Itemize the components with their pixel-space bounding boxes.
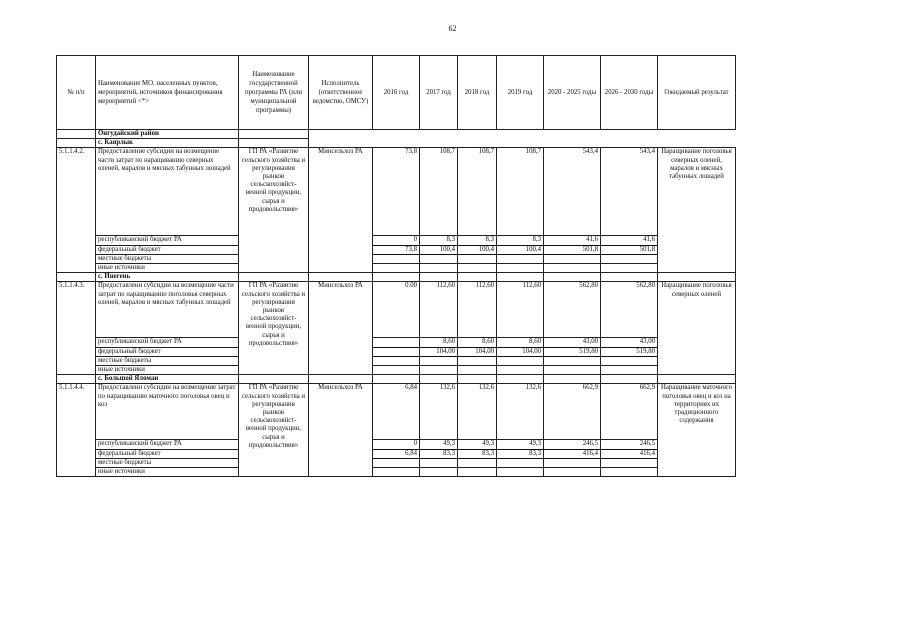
value-cell: 112,60 — [458, 282, 497, 338]
value-cell: 112,60 — [420, 282, 458, 338]
value-cell: 8,3 — [458, 236, 497, 245]
header-executor: Исполнитель (ответственное ведомство, ОМСУ) — [309, 56, 373, 130]
fund-row — [57, 458, 736, 467]
value-cell: 73,8 — [373, 245, 420, 254]
value-cell: 73,8 — [373, 148, 420, 236]
header-num: № п/п — [57, 56, 96, 130]
measure-name: Предоставлени субсидии на возмещение затрат по наращиванию маточного поголовья овец и коз — [96, 384, 239, 440]
village-row — [57, 139, 736, 148]
value-cell: 519,80 — [544, 347, 601, 356]
value-cell — [373, 347, 420, 356]
value-cell: 6,84 — [373, 449, 420, 458]
fund-row — [57, 347, 736, 356]
fund-row — [57, 245, 736, 254]
value-cell: 43,00 — [601, 338, 658, 347]
value-cell — [373, 338, 420, 347]
measure-name: Предоставлени субсидии на возмещение части затрат по наращиванию поголовья северных оленей, маралов и мясных табунных лошадей — [96, 282, 239, 338]
value-cell: 112,60 — [497, 282, 544, 338]
value-cell: 246,5 — [601, 440, 658, 449]
value-cell: 43,00 — [544, 338, 601, 347]
fund-label: иные источники — [96, 264, 239, 273]
fund-row — [57, 264, 736, 273]
fund-row — [57, 356, 736, 365]
value-cell: 8,3 — [420, 236, 458, 245]
fund-label: республиканский бюджет РА — [96, 338, 239, 347]
value-cell: 519,80 — [601, 347, 658, 356]
header-result: Ожидаемый результат — [658, 56, 736, 130]
value-cell: 49,3 — [458, 440, 497, 449]
measure-row — [57, 148, 736, 236]
executor-name: Минсельхоз РА — [309, 384, 373, 477]
value-cell: 416,4 — [544, 449, 601, 458]
value-cell: 8,3 — [497, 236, 544, 245]
header-name: Наименование МО, населенных пунктов, мероприятий, источников финансирования мероприятий <*> — [96, 56, 239, 130]
header-2018: 2018 год — [458, 56, 497, 130]
fund-label: республиканский бюджет РА — [96, 440, 239, 449]
value-cell: 49,3 — [497, 440, 544, 449]
district-name: Онгудайский район — [96, 130, 239, 139]
value-cell: 6,84 — [373, 384, 420, 440]
header-2020-2025: 2020 - 2025 годы — [544, 56, 601, 130]
fund-label: федеральный бюджет — [96, 449, 239, 458]
header-2026-2030: 2026 - 2030 годы — [601, 56, 658, 130]
measure-code: 5.1.1.4.2. — [57, 148, 96, 273]
program-table — [56, 55, 736, 477]
fund-label: федеральный бюджет — [96, 245, 239, 254]
header-program: Наименование государственной программы РА (или муниципальной программы) — [239, 56, 309, 130]
value-cell: 501,8 — [601, 245, 658, 254]
village-name: с. Большой Яломан — [96, 375, 239, 384]
value-cell: 100,4 — [420, 245, 458, 254]
fund-row — [57, 440, 736, 449]
value-cell: 104,00 — [420, 347, 458, 356]
measure-code: 5.1.1.4.3. — [57, 282, 96, 375]
fund-row — [57, 366, 736, 375]
executor-name: Минсельхоз РА — [309, 282, 373, 375]
value-cell: 108,7 — [458, 148, 497, 236]
value-cell: 0 — [373, 236, 420, 245]
value-cell: 8,60 — [458, 338, 497, 347]
value-cell: 83,3 — [497, 449, 544, 458]
measure-code: 5.1.1.4.4. — [57, 384, 96, 477]
value-cell: 100,4 — [497, 245, 544, 254]
measure-row — [57, 384, 736, 440]
value-cell: 132,6 — [458, 384, 497, 440]
program-name: ГП РА «Развитие сельского хозяйства и регулирования рынков сельскохозяйст-венной продукции, сырья и продовольствия» — [239, 384, 309, 477]
value-cell: 104,00 — [497, 347, 544, 356]
value-cell: 562,80 — [544, 282, 601, 338]
executor-name: Минсельхоз РА — [309, 148, 373, 273]
expected-result: Наращивание поголовья северных оленей, маралов и мясных табунных лошадей — [658, 148, 736, 273]
fund-row — [57, 254, 736, 263]
value-cell: 132,6 — [497, 384, 544, 440]
value-cell: 49,3 — [420, 440, 458, 449]
value-cell: 662,9 — [544, 384, 601, 440]
village-name: с. Инегень — [96, 273, 239, 282]
village-row — [57, 273, 736, 282]
value-cell: 501,8 — [544, 245, 601, 254]
value-cell: 132,6 — [420, 384, 458, 440]
fund-row — [57, 236, 736, 245]
measure-row — [57, 282, 736, 338]
value-cell: 416,4 — [601, 449, 658, 458]
fund-row — [57, 449, 736, 458]
value-cell: 246,5 — [544, 440, 601, 449]
value-cell: 0 — [373, 440, 420, 449]
value-cell: 83,3 — [420, 449, 458, 458]
value-cell: 108,7 — [497, 148, 544, 236]
expected-result: Наращивание маточного поголовья овец и коз на территориях их традиционного содержания — [658, 384, 736, 477]
measure-name: Предоставление субсидии на возмещение части затрат по наращиванию северных оленей, маралов и мясных табунных лошадей — [96, 148, 239, 236]
table-header-row — [57, 56, 736, 130]
value-cell: 0.00 — [373, 282, 420, 338]
expected-result: Наращивание поголовья северных оленей — [658, 282, 736, 375]
value-cell: 108,7 — [420, 148, 458, 236]
value-cell: 543,4 — [601, 148, 658, 236]
fund-label: федеральный бюджет — [96, 347, 239, 356]
village-row — [57, 375, 736, 384]
value-cell: 8,60 — [420, 338, 458, 347]
district-row — [57, 130, 736, 139]
value-cell: 543,4 — [544, 148, 601, 236]
value-cell: 41,6 — [601, 236, 658, 245]
fund-label: местные бюджеты — [96, 458, 239, 467]
program-name: ГП РА «Развитие сельского хозяйства и регулирования рынков сельскохозяйст-венной продукции, сырья и продовольствия» — [239, 282, 309, 375]
program-name: ГП РА «Развитие сельского хозяйства и регулирования рынков сельскохозяйст-венной продукции, сырья и продовольствия» — [239, 148, 309, 273]
fund-label: иные источники — [96, 468, 239, 477]
fund-label: иные источники — [96, 366, 239, 375]
value-cell: 100,4 — [458, 245, 497, 254]
page-number: 62 — [448, 24, 457, 33]
header-2017: 2017 год — [420, 56, 458, 130]
value-cell: 562,80 — [601, 282, 658, 338]
value-cell: 662,9 — [601, 384, 658, 440]
value-cell: 8,60 — [497, 338, 544, 347]
header-2019: 2019 год — [497, 56, 544, 130]
fund-label: республиканский бюджет РА — [96, 236, 239, 245]
village-name: с. Каярлык — [96, 139, 239, 148]
fund-row — [57, 468, 736, 477]
fund-row — [57, 338, 736, 347]
fund-label: местные бюджеты — [96, 356, 239, 365]
value-cell: 104,00 — [458, 347, 497, 356]
fund-label: местные бюджеты — [96, 254, 239, 263]
value-cell: 41,6 — [544, 236, 601, 245]
value-cell: 83,3 — [458, 449, 497, 458]
header-2016: 2016 год — [373, 56, 420, 130]
